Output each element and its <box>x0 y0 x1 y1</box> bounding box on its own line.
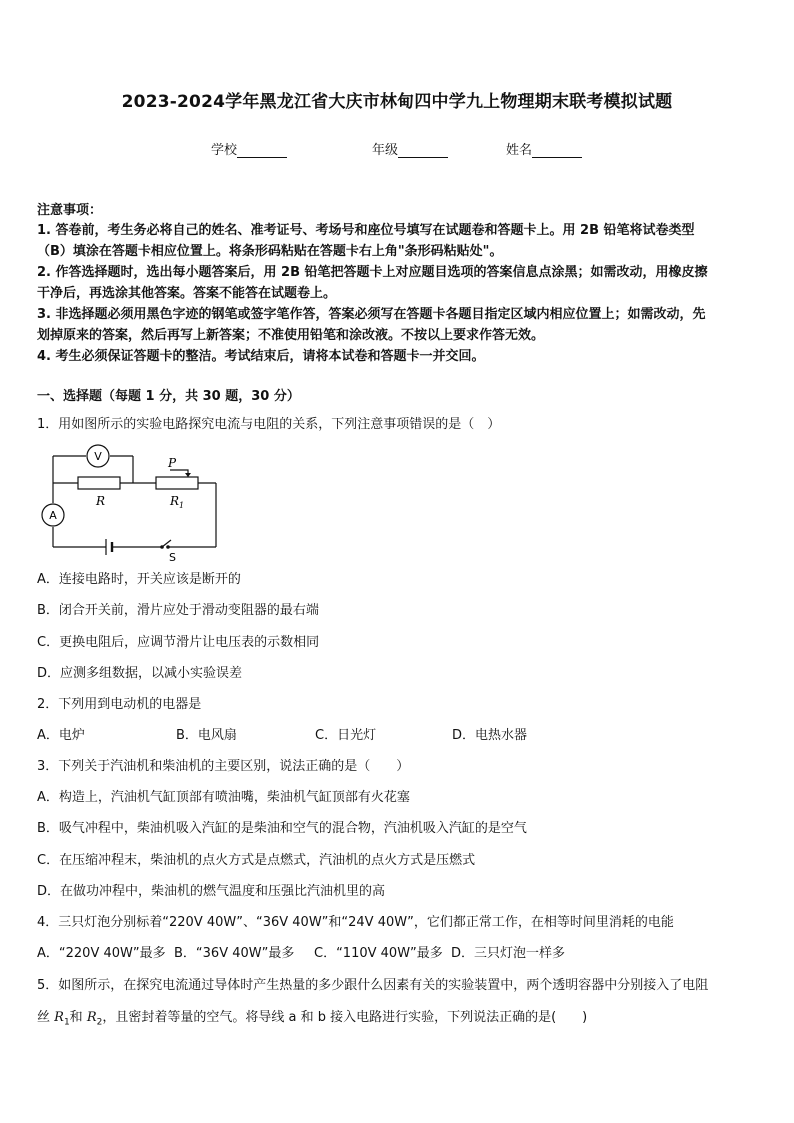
name-label: 姓名 <box>506 143 533 158</box>
notice-line: 划掉原来的答案，然后再写上新答案；不准使用铅笔和涂改液。不按以上要求作答无效。 <box>37 328 545 343</box>
rheostat-r1 <box>156 477 198 489</box>
option-item[interactable]: B．吸气冲程中，柴油机吸入汽缸的是柴油和空气的混合物，汽油机吸入汽缸的是空气 <box>37 821 527 836</box>
student-info-row <box>0 139 794 161</box>
notice-line: （B）填涂在答题卡相应位置上。将条形码粘贴在答题卡右上角"条形码粘贴处"。 <box>37 244 503 259</box>
circuit-diagram <box>38 440 228 565</box>
resistor-label: R <box>96 494 106 508</box>
option-item[interactable]: A．“220V 40W”最多 <box>37 946 166 961</box>
option-item[interactable]: A．构造上，汽油机气缸顶部有喷油嘴，柴油机气缸顶部有火花塞 <box>37 790 410 805</box>
r1-subscript: 1 <box>63 1017 70 1028</box>
grade-field[interactable] <box>372 139 448 158</box>
option-item[interactable]: C．更换电阻后，应调节滑片让电压表的示数相同 <box>37 635 320 650</box>
option-item[interactable]: B．“36V 40W”最多 <box>174 946 295 961</box>
section-heading: 一、选择题（每题 1 分，共 30 题，30 分） <box>37 389 300 404</box>
option-item[interactable]: C．“110V 40W”最多 <box>314 946 443 961</box>
question-4-stem: 4．三只灯泡分别标着“220V 40W”、“36V 40W”和“24V 40W”，它们都正常工作，在相等时间里消耗的电能 <box>37 915 674 930</box>
voltmeter-label: V <box>94 450 102 463</box>
rheostat-letter: R <box>170 494 180 508</box>
notice-line: 2. 作答选择题时，选出每小题答案后，用 2B 铅笔把答题卡上对应题目选项的答案信息点涂黑；如需改动，用橡皮擦 <box>37 265 708 280</box>
school-blank[interactable] <box>237 143 287 158</box>
notice-heading: 注意事项： <box>37 203 103 218</box>
notice-line: 3. 非选择题必须用黑色字迹的钢笔或签字笔作答，答案必须写在答题卡各题目指定区域内相应位置上；如需改动，先 <box>37 307 706 322</box>
r2-symbol: R <box>86 1010 97 1025</box>
school-label: 学校 <box>211 143 238 158</box>
school-field[interactable] <box>211 139 287 158</box>
name-blank[interactable] <box>532 143 582 158</box>
option-item[interactable]: A．电炉 <box>37 728 85 743</box>
page-title: 2023-2024学年黑龙江省大庆市林甸四中学九上物理期末联考模拟试题 <box>121 92 673 112</box>
option-item[interactable]: C．在压缩冲程末，柴油机的点火方式是点燃式，汽油机的点火方式是压燃式 <box>37 853 476 868</box>
grade-blank[interactable] <box>398 143 448 158</box>
rheostat-subscript: 1 <box>179 501 185 510</box>
question-2-stem: 2．下列用到电动机的电器是 <box>37 697 202 712</box>
option-item[interactable]: D．三只灯泡一样多 <box>451 946 566 961</box>
stem-text: 和 <box>69 1010 87 1025</box>
name-field[interactable] <box>506 139 582 158</box>
r1-symbol: R <box>54 1010 64 1025</box>
stem-text: ，且密封着等量的空气。将导线 a 和 b 接入电路进行实验，下列说法正确的是( ) <box>102 1010 588 1025</box>
notice-line: 1. 答卷前，考生务必将自己的姓名、准考证号、考场号和座位号填写在试题卷和答题卡上。用 2B 铅笔将试卷类型 <box>37 223 695 238</box>
option-item[interactable]: D．电热水器 <box>452 728 528 743</box>
r2-subscript: 2 <box>96 1017 103 1028</box>
switch-icon <box>160 545 164 549</box>
question-5-stem-cont <box>37 1009 587 1032</box>
question-1-stem: 1．用如图所示的实验电路探究电流与电阻的关系，下列注意事项错误的是（ ） <box>37 417 501 432</box>
option-item[interactable]: B．闭合开关前，滑片应处于滑动变阻器的最右端 <box>37 603 319 618</box>
option-item[interactable]: D．在做功冲程中，柴油机的燃气温度和压强比汽油机里的高 <box>37 884 386 899</box>
option-item[interactable]: D．应测多组数据，以减小实验误差 <box>37 666 243 681</box>
option-item[interactable]: B．电风扇 <box>176 728 237 743</box>
rheostat-label <box>169 494 184 510</box>
slider-label: P <box>168 456 177 470</box>
switch-label: S <box>169 551 176 564</box>
option-item[interactable]: C．日光灯 <box>315 728 377 743</box>
grade-label: 年级 <box>372 143 399 158</box>
notice-line: 干净后，再选涂其他答案。答案不能答在试题卷上。 <box>37 286 337 301</box>
resistor-r <box>78 477 120 489</box>
option-item[interactable]: A．连接电路时，开关应该是断开的 <box>37 572 241 587</box>
ammeter-label: A <box>49 509 57 522</box>
question-5-stem: 5．如图所示，在探究电流通过导体时产生热量的多少跟什么因素有关的实验装置中，两个透明容器中分别接入了电阻 <box>37 978 709 993</box>
question-3-stem: 3．下列关于汽油机和柴油机的主要区别，说法正确的是（ ） <box>37 759 410 774</box>
notice-line: 4. 考生必须保证答题卡的整洁。考试结束后，请将本试卷和答题卡一并交回。 <box>37 349 485 364</box>
stem-text: 丝 <box>37 1010 55 1025</box>
